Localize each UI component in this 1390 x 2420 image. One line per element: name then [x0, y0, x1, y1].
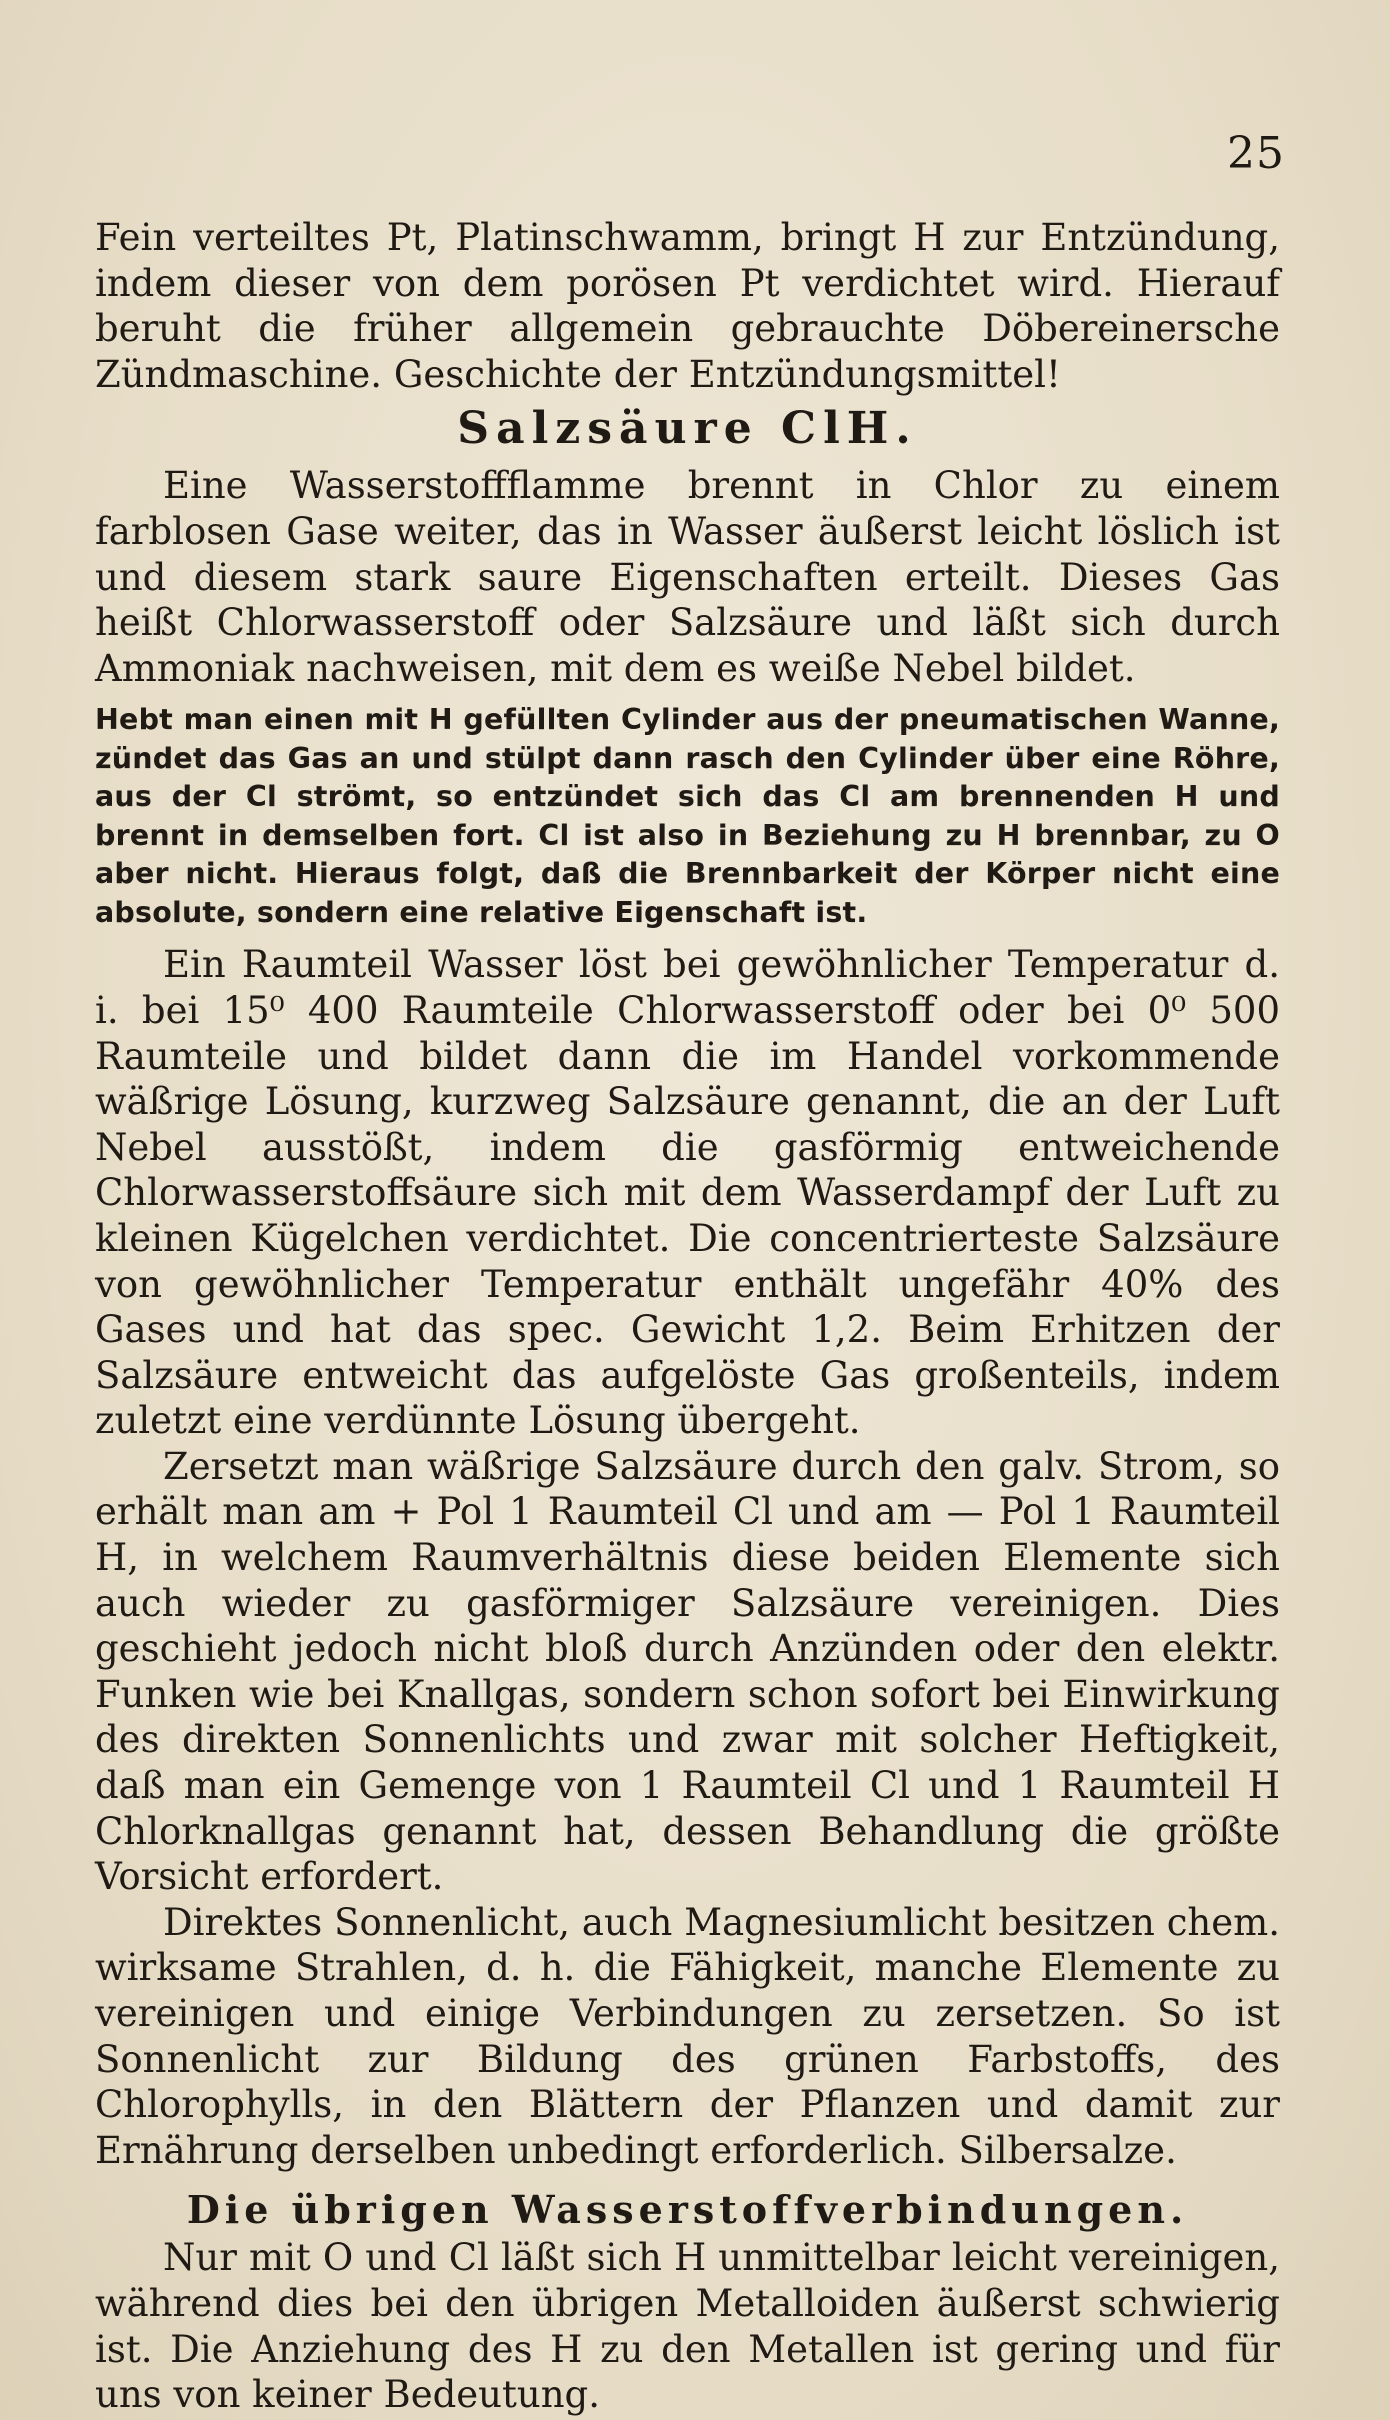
page-body [95, 215, 1280, 2418]
experiment-note: Hebt man einen mit H gefüllten Cylinder aus der pneumatischen Wanne, zündet das Gas an und stülpt dann rasch den Cylinder über eine Röhre, aus der Cl strömt, so entzündet sich das Cl am brennenden H und brennt in demselben fort. Cl ist also in Beziehung zu H brennbar, zu O aber nicht. Hieraus folgt, daß die Brennbarkeit der Körper nicht eine absolute, sondern eine relative Eigenschaft ist. [95, 703, 1280, 929]
heading-wasserstoffverbindungen: Die übrigen Wasserstoffverbindungen. [186, 2187, 1189, 2233]
paragraph-zersetzung: Zersetzt man wäßrige Salzsäure durch den galv. Strom, so erhält man am + Pol 1 Raumteil Cl und am — Pol 1 Raumteil H, in welchem Raumverhältnis diese beiden Elemente sich auch wieder zu gasförmiger Salzsäure vereinigen. Dies geschieht jedoch nicht bloß durch Anzünden oder den elektr. Funken wie bei Knallgas, sondern schon sofort bei Einwirkung des direkten Sonnenlichts und zwar mit solcher Heftigkeit, daß man ein Gemenge von 1 Raumteil Cl und 1 Raumteil H Chlorknallgas genannt hat, dessen Behandlung die größte Vorsicht erfordert. [95, 1444, 1280, 1899]
paragraph-raumteil-wasser: Ein Raumteil Wasser löst bei gewöhnlicher Temperatur d. i. bei 15⁰ 400 Raumteile Chlorwasserstoff oder bei 0⁰ 500 Raumteile und bildet dann die im Handel vorkommende wäßrige Lösung, kurzweg Salzsäure genannt, die an der Luft Nebel ausstößt, indem die gasförmig entweichende Chlorwasserstoffsäure sich mit dem Wasserdampf der Luft zu kleinen Kügelchen verdichtet. Die concentrierteste Salzsäure von gewöhnlicher Temperatur enthält ungefähr 40% des Gases und hat das spec. Gewicht 1,2. Beim Erhitzen der Salzsäure entweicht das aufgelöste Gas großenteils, indem zuletzt eine verdünnte Lösung übergeht. [95, 943, 1280, 1443]
heading-salzsaeure: Salzsäure ClH. [457, 403, 918, 455]
paragraph-uebrige-verbindungen: Nur mit O und Cl läßt sich H unmittelbar leicht vereinigen, während dies bei den übrigen Metalloiden äußerst schwierig ist. Die Anziehung des H zu den Metallen ist gering und für uns von keiner Bedeutung. [95, 2236, 1280, 2417]
paragraph-platinschwamm: Fein verteiltes Pt, Platinschwamm, bringt H zur Entzündung, indem dieser von dem porösen Pt verdichtet wird. Hierauf beruht die früher allgemein gebrauchte Döbereinersche Zündmaschine. Geschichte der Entzündungsmittel! [95, 216, 1280, 396]
paragraph-wasserstoffflamme: Eine Wasserstoffflamme brennt in Chlor zu einem farblosen Gase weiter, das in Wasser äußerst leicht löslich ist und diesem stark saure Eigenschaften erteilt. Dieses Gas heißt Chlorwasserstoff oder Salzsäure und läßt sich durch Ammoniak nachweisen, mit dem es weiße Nebel bildet. [95, 464, 1280, 690]
page-number: 25 [1227, 128, 1285, 179]
paragraph-sonnenlicht: Direktes Sonnenlicht, auch Magnesiumlicht besitzen chem. wirksame Strahlen, d. h. die Fähigkeit, manche Elemente zu vereinigen und einige Verbindungen zu zersetzen. So ist Sonnenlicht zur Bildung des grünen Farbstoffs, des Chlorophylls, in den Blättern der Pflanzen und damit zur Ernährung derselben unbedingt erforderlich. Silbersalze. [95, 1900, 1280, 2172]
